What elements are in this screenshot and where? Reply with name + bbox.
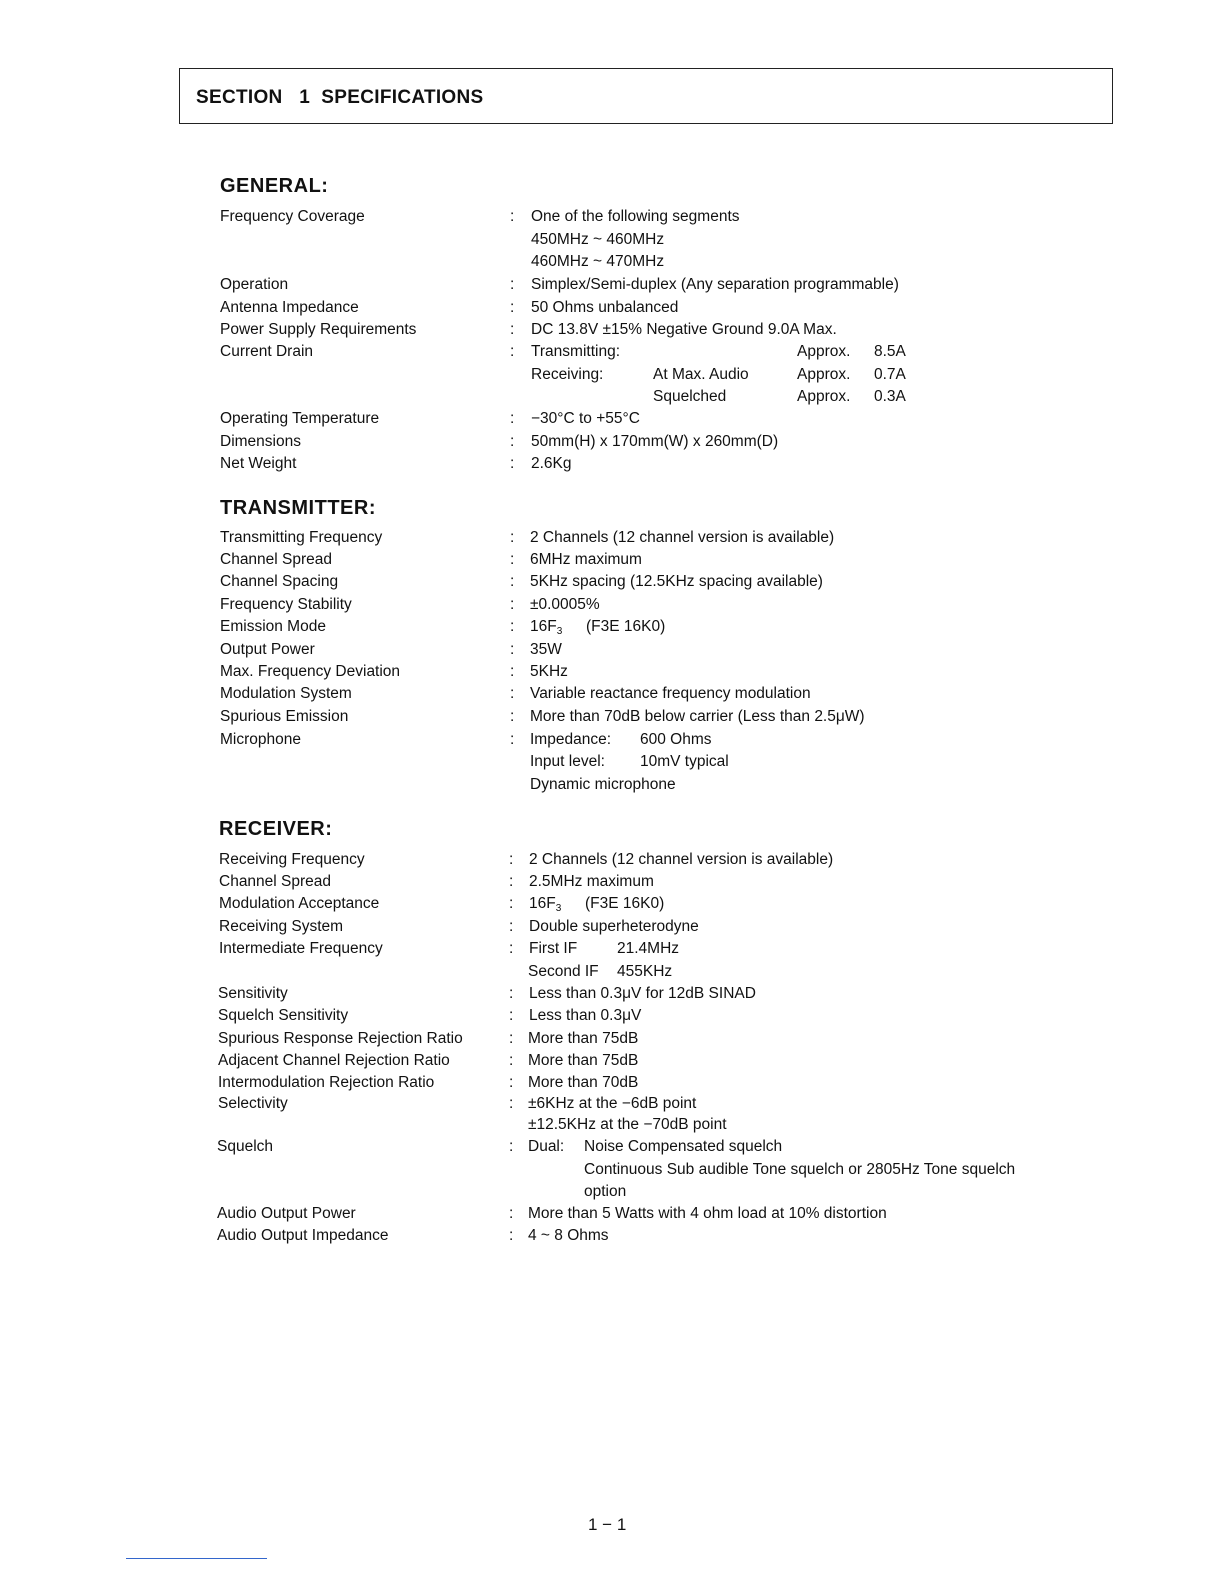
spec-label: Audio Output Power [217, 1205, 356, 1222]
spec-label: Receiving Frequency [219, 851, 365, 868]
spec-value: More than 5 Watts with 4 ohm load at 10% distortion [528, 1205, 887, 1222]
spec-value: 600 Ohms [640, 731, 712, 748]
spec-label: Audio Output Impedance [217, 1227, 389, 1244]
footer-rule [126, 1558, 267, 1559]
spec-value: 2.5MHz maximum [529, 873, 654, 890]
colon: : [509, 1052, 514, 1069]
spec-value [530, 616, 562, 638]
spec-value: 10mV typical [640, 753, 729, 770]
spec-label: Modulation Acceptance [219, 895, 380, 912]
spec-value: More than 75dB [528, 1052, 639, 1069]
spec-value: ±0.0005% [530, 596, 600, 613]
spec-label: Frequency Coverage [220, 208, 365, 225]
spec-value: ±6KHz at the −6dB point [528, 1095, 697, 1112]
colon: : [509, 1007, 514, 1024]
spec-label: Channel Spacing [220, 573, 339, 590]
colon: : [509, 1095, 514, 1112]
colon: : [509, 1205, 514, 1222]
spec-value: Squelched [653, 388, 727, 405]
colon: : [509, 940, 514, 957]
colon: : [510, 321, 515, 338]
spec-label: Modulation System [220, 685, 352, 702]
spec-value: (F3E 16K0) [585, 895, 665, 912]
colon: : [510, 708, 515, 725]
spec-label: Spurious Emission [220, 708, 349, 725]
section-header-box [179, 68, 1113, 124]
spec-label: Squelch Sensitivity [218, 1007, 349, 1024]
colon: : [510, 276, 515, 293]
spec-value: More than 75dB [528, 1030, 639, 1047]
spec-label: Receiving System [219, 918, 344, 935]
colon: : [509, 985, 514, 1002]
spec-value: 5KHz [530, 663, 568, 680]
colon: : [509, 873, 514, 890]
emission-subscript: 3 [556, 626, 563, 637]
colon: : [509, 851, 514, 868]
spec-label: Output Power [220, 641, 315, 658]
spec-value: 21.4MHz [617, 940, 680, 957]
spec-value: 460MHz ~ 470MHz [531, 253, 665, 270]
spec-label: Current Drain [220, 343, 314, 360]
colon: : [510, 299, 515, 316]
spec-label: Dimensions [220, 433, 301, 450]
colon: : [510, 529, 515, 546]
spec-value: 2 Channels (12 channel version is available) [529, 851, 834, 868]
spec-label: Frequency Stability [220, 596, 352, 613]
spec-value: Double superheterodyne [529, 918, 699, 935]
general-heading: GENERAL: [220, 175, 329, 197]
colon: : [510, 731, 515, 748]
spec-label: Net Weight [220, 455, 297, 472]
spec-label: Antenna Impedance [220, 299, 359, 316]
spec-value: Variable reactance frequency modulation [530, 685, 811, 702]
spec-value: Receiving: [531, 366, 604, 383]
page-number: 1 − 1 [588, 1515, 627, 1534]
emission-code: 16F [530, 618, 557, 635]
spec-label: Max. Frequency Deviation [220, 663, 401, 680]
colon: : [510, 551, 515, 568]
spec-value: Approx. [797, 343, 851, 360]
colon: : [509, 1138, 514, 1155]
spec-label: Transmitting Frequency [220, 529, 383, 546]
colon: : [510, 663, 515, 680]
spec-value: Simplex/Semi-duplex (Any separation programmable) [531, 276, 899, 293]
spec-value: 50mm(H) x 170mm(W) x 260mm(D) [531, 433, 779, 450]
spec-value: More than 70dB below carrier (Less than 2.5μW) [530, 708, 865, 725]
colon: : [509, 918, 514, 935]
transmitter-heading: TRANSMITTER: [220, 497, 376, 519]
section-title: SECTION 1 SPECIFICATIONS [196, 87, 484, 108]
colon: : [510, 596, 515, 613]
colon: : [510, 685, 515, 702]
colon: : [510, 455, 515, 472]
spec-value: Less than 0.3μV [529, 1007, 642, 1024]
spec-label: Squelch [217, 1138, 274, 1155]
spec-value: Impedance: [530, 731, 611, 748]
spec-value: Continuous Sub audible Tone squelch or 2805Hz Tone squelch [584, 1161, 1016, 1178]
spec-value: 35W [530, 641, 562, 658]
receiver-heading: RECEIVER: [219, 818, 333, 840]
colon: : [510, 433, 515, 450]
colon: : [510, 343, 515, 360]
spec-label: Spurious Response Rejection Ratio [218, 1030, 463, 1047]
spec-label: Operation [220, 276, 289, 293]
colon: : [509, 1030, 514, 1047]
spec-value: Dual: [528, 1138, 565, 1155]
spec-value: One of the following segments [531, 208, 740, 225]
spec-value: 450MHz ~ 460MHz [531, 231, 665, 248]
spec-value: 2 Channels (12 channel version is available) [530, 529, 835, 546]
spec-value: 0.7A [874, 366, 906, 383]
spec-value: More than 70dB [528, 1074, 639, 1091]
spec-label: Channel Spread [220, 551, 333, 568]
spec-label: Microphone [220, 731, 301, 748]
spec-label: Intermodulation Rejection Ratio [218, 1074, 435, 1091]
spec-value: Transmitting: [531, 343, 621, 360]
spec-value: Approx. [797, 388, 851, 405]
colon: : [509, 895, 514, 912]
spec-value: Noise Compensated squelch [584, 1138, 783, 1155]
spec-value: DC 13.8V ±15% Negative Ground 9.0A Max. [531, 321, 837, 338]
spec-value [529, 893, 561, 915]
spec-label: Power Supply Requirements [220, 321, 417, 338]
emission-code: 16F [529, 895, 556, 912]
spec-label: Channel Spread [219, 873, 332, 890]
spec-value: −30°C to +55°C [531, 410, 640, 427]
spec-label: Operating Temperature [220, 410, 380, 427]
spec-value: 0.3A [874, 388, 906, 405]
colon: : [510, 618, 515, 635]
spec-value: 8.5A [874, 343, 906, 360]
emission-subscript: 3 [555, 903, 562, 914]
spec-value: (F3E 16K0) [586, 618, 666, 635]
spec-value: Dynamic microphone [530, 776, 676, 793]
colon: : [510, 410, 515, 427]
spec-value: 455KHz [617, 963, 673, 980]
spec-value: 5KHz spacing (12.5KHz spacing available) [530, 573, 823, 590]
spec-label: Intermediate Frequency [219, 940, 383, 957]
spec-value: ±12.5KHz at the −70dB point [528, 1116, 727, 1133]
spec-value: Less than 0.3μV for 12dB SINAD [529, 985, 756, 1002]
spec-value: option [584, 1183, 627, 1200]
spec-value: 2.6Kg [531, 455, 572, 472]
spec-value: Approx. [797, 366, 851, 383]
colon: : [510, 208, 515, 225]
colon: : [510, 641, 515, 658]
spec-value: First IF [529, 940, 578, 957]
spec-label: Sensitivity [218, 985, 288, 1002]
colon: : [509, 1074, 514, 1091]
colon: : [509, 1227, 514, 1244]
spec-label: Selectivity [218, 1095, 288, 1112]
spec-value: 6MHz maximum [530, 551, 642, 568]
spec-label: Emission Mode [220, 618, 326, 635]
spec-value: 50 Ohms unbalanced [531, 299, 679, 316]
spec-value: At Max. Audio [653, 366, 749, 383]
spec-value: Input level: [530, 753, 605, 770]
spec-value: Second IF [528, 963, 599, 980]
colon: : [510, 573, 515, 590]
spec-label: Adjacent Channel Rejection Ratio [218, 1052, 450, 1069]
spec-value: 4 ~ 8 Ohms [528, 1227, 609, 1244]
